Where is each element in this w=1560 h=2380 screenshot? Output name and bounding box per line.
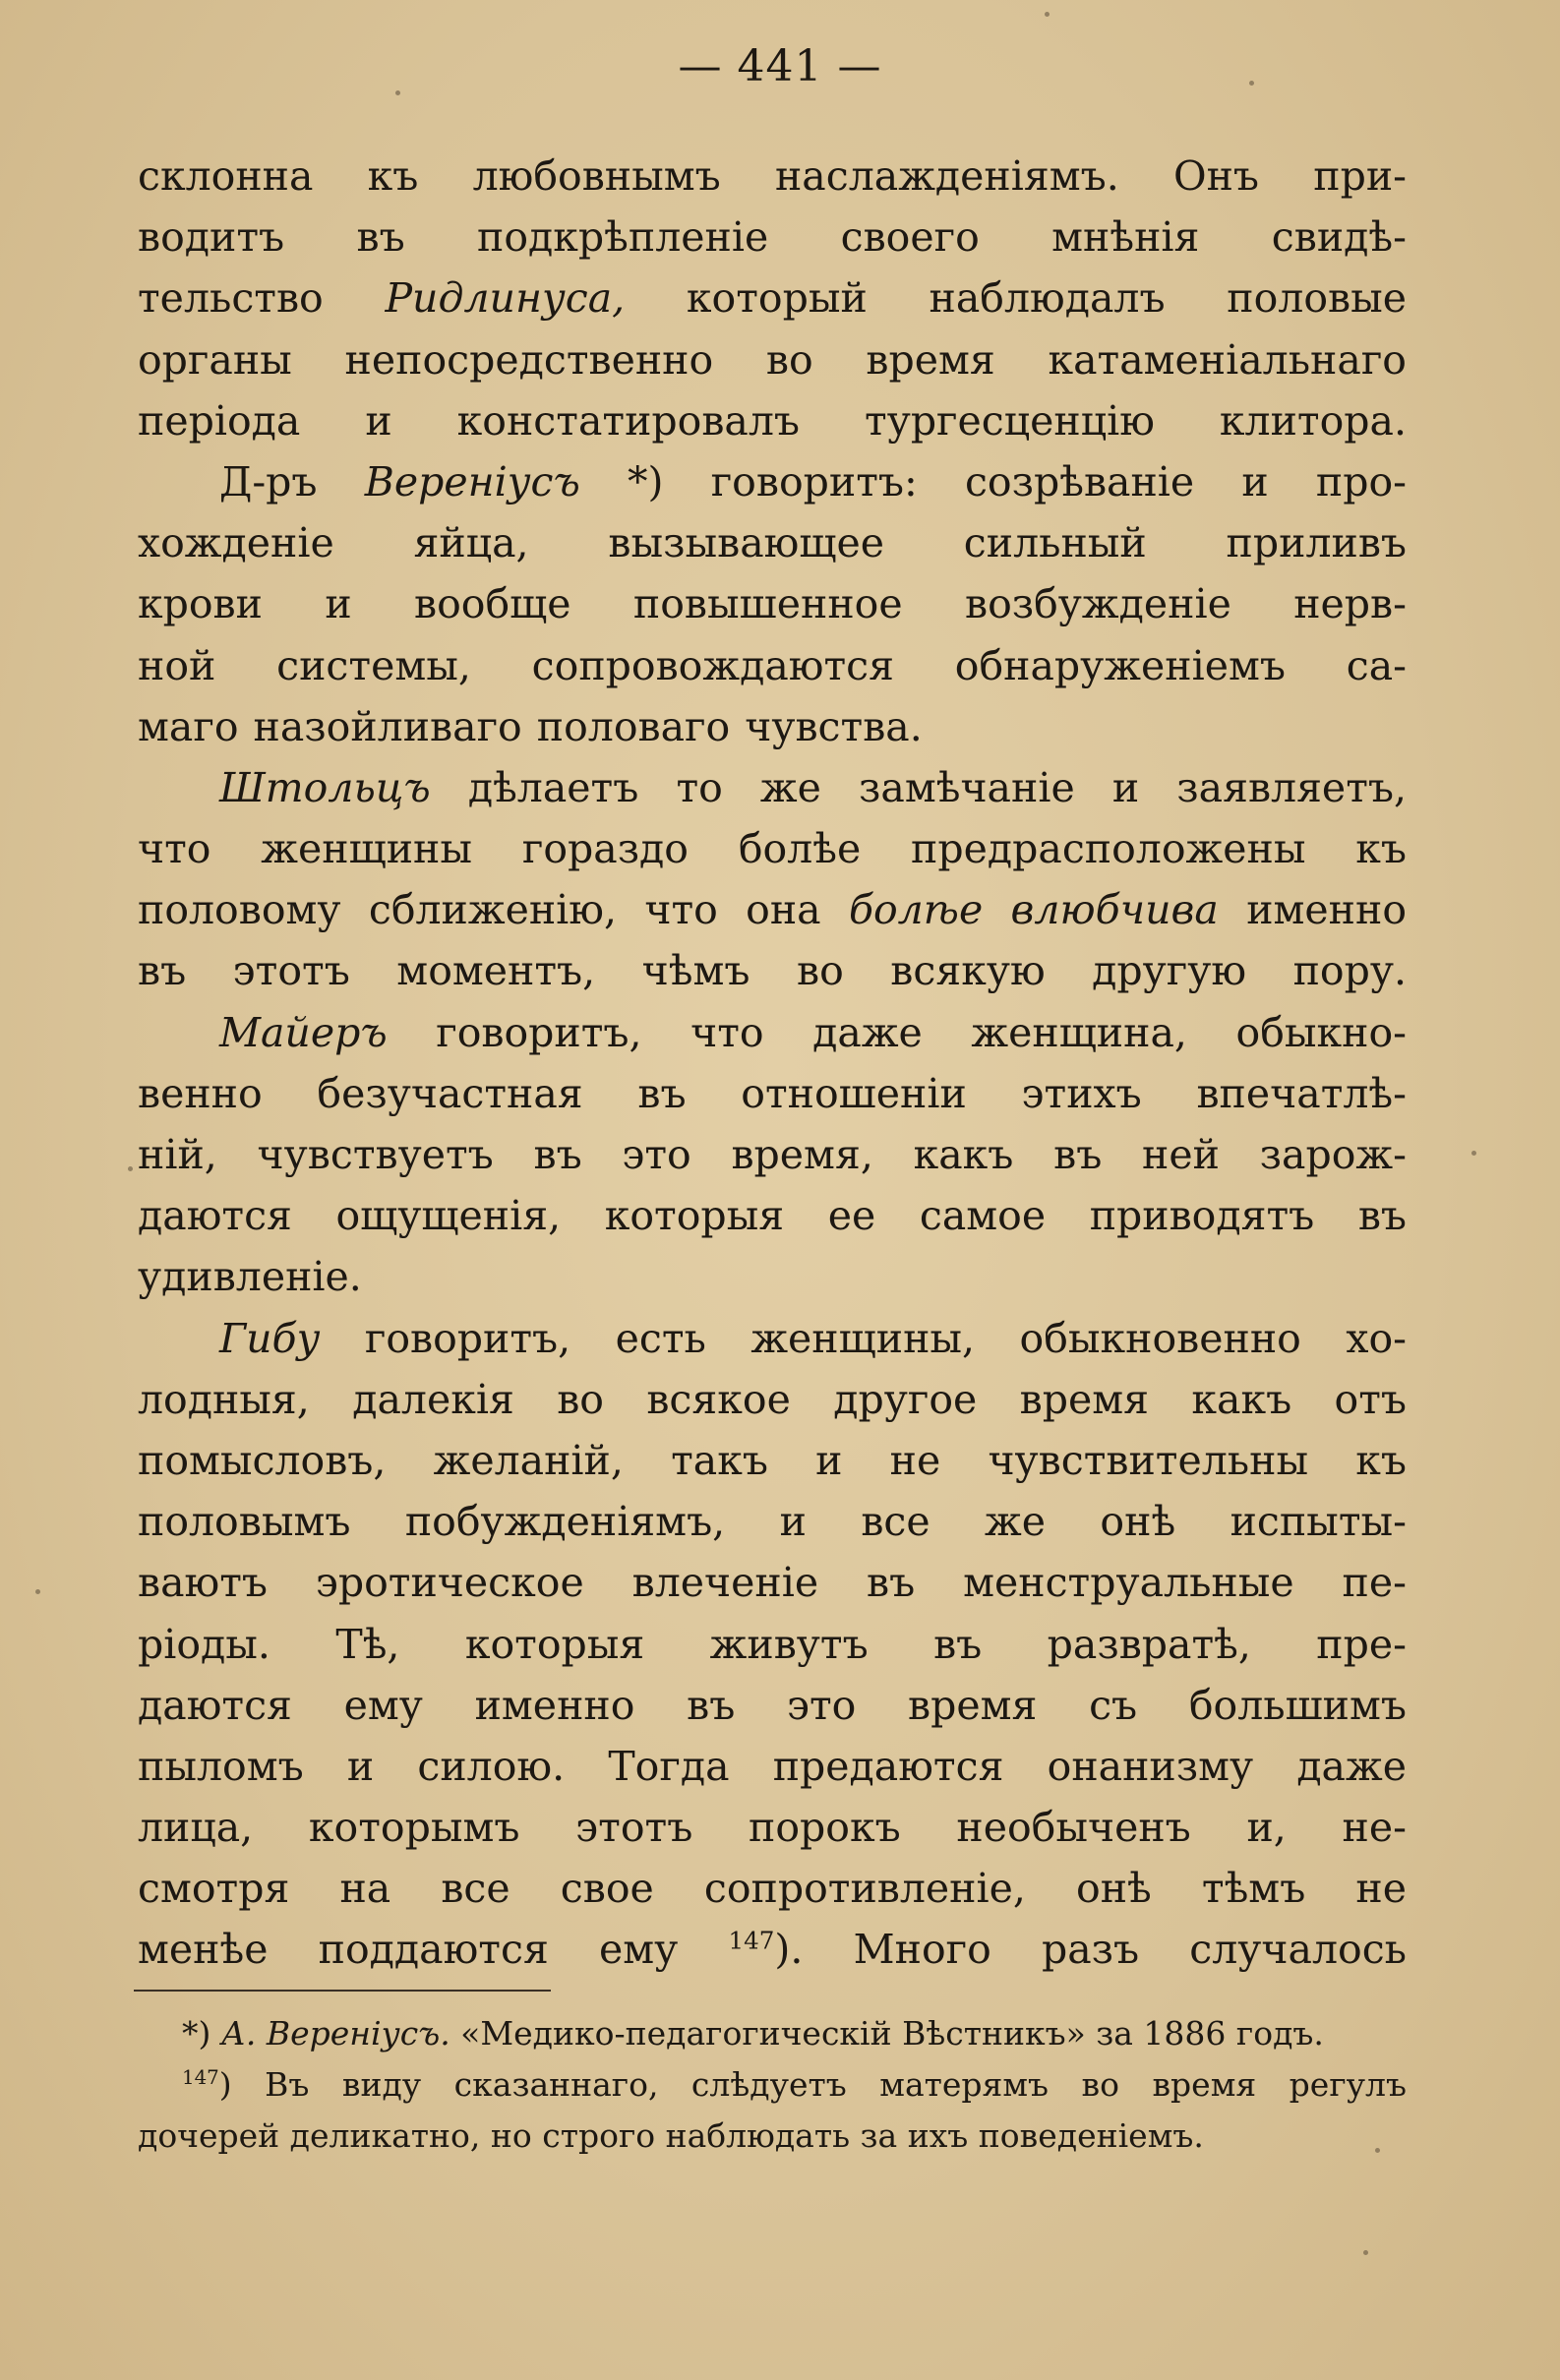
body-text [138,146,1407,1981]
author-name: А. Веренiусъ. [220,2014,450,2053]
text-line: Гибу говоритъ, есть женщины, обыкновенно хо- [219,1314,1407,1362]
text-line: венно безучастная въ отношенiи этихъ впечатлѣ- [138,1069,1407,1117]
author-name: Ридлинуса, [385,274,626,323]
text-line: рiоды. Тѣ, которыя живутъ въ развратѣ, пре- [138,1620,1407,1668]
text-line: пыломъ и силою. Тогда предаются онанизму даже [138,1742,1407,1790]
paper-speck [128,1166,133,1171]
text-line: половому сближенiю, что она болѣе влюбчива именно [138,886,1407,934]
text-line: маго назойливаго половаго чувства. [138,702,923,750]
page-number: — 441 — [678,41,882,91]
paper-speck [1471,1151,1476,1156]
text-line: склонна къ любовнымъ наслажденiямъ. Онъ при- [138,152,1407,200]
text-line: перiода и констатировалъ тургесценцiю клитора. [138,396,1407,445]
text-line: Д-ръ Веренiусъ *) говоритъ: созрѣванiе и про- [219,457,1407,506]
text-line: ной системы, сопровождаются обнаруженiемъ са- [138,641,1407,689]
text-line: въ этотъ моментъ, чѣмъ во всякую другую пору. [138,947,1407,995]
author-name: Майеръ [219,1008,388,1056]
text-line: менѣе поддаются ему $^{147}$). Много разъ случалось [138,1926,1407,1974]
paper-speck [1045,12,1050,17]
footnote-divider [134,1990,551,1992]
text-line: помысловъ, желанiй, такъ и не чувствительны къ [138,1436,1407,1484]
text-line: лица, которымъ этотъ порокъ необыченъ и, не- [138,1804,1407,1852]
text-line: удивленiе. [138,1253,362,1301]
text-line: Штольцъ дѣлаетъ то же замѣчанiе и заявляетъ, [219,763,1407,811]
text-line: даются ощущенiя, которыя ее самое приводятъ въ [138,1192,1407,1240]
text-line: лодныя, далекiя во всякое другое время какъ отъ [138,1375,1407,1423]
text-line: ваютъ эротическое влеченiе въ менструальные пе- [138,1559,1407,1607]
text-line: водитъ въ подкрѣпленiе своего мнѣнiя свидѣ- [138,213,1407,262]
paper-speck [1363,2250,1368,2255]
text-line: что женщины гораздо болѣе предрасположены къ [138,825,1407,873]
footnote-marker: 147 [728,1926,775,1955]
text-line: тельство Ридлинуса, который наблюдалъ половые [138,274,1407,323]
author-name: Гибу [219,1314,321,1362]
author-name: Штольцъ [219,763,431,811]
text-line: хожденiе яйца, вызывающее сильный приливъ [138,519,1407,567]
footnote: *) А. Веренiусъ. «Медико-педагогическiй Вѣстникъ» за 1886 годъ. [182,2014,1324,2053]
text-line: половымъ побужденiямъ, и все же онѣ испыты- [138,1498,1407,1546]
text-line: крови и вообще повышенное возбужденiе нерв- [138,580,1407,628]
paper-speck [35,1589,40,1594]
text-line: нiй, чувствуетъ въ это время, какъ въ ней зарож- [138,1131,1407,1178]
text-line: даются ему именно въ это время съ большимъ [138,1681,1407,1729]
footnote-number: 147 [182,2066,219,2089]
footnote-continuation: дочерей деликатно, но строго наблюдать за ихъ поведенiемъ. [138,2116,1204,2155]
text-line: смотря на все свое сопротивленiе, онѣ тѣмъ не [138,1865,1407,1913]
footnotes [138,2008,1407,2162]
text-line: органы непосредственно во время катаменiальнаго [138,335,1407,384]
text-line: Майеръ говоритъ, что даже женщина, обыкно- [219,1008,1407,1056]
author-name: Веренiусъ [364,457,580,506]
emphasis-text: болѣе влюбчива [848,886,1219,934]
footnote: $^{147}$) Въ виду сказаннаго, слѣдуетъ матерямъ во время регулъ [182,2065,1407,2104]
